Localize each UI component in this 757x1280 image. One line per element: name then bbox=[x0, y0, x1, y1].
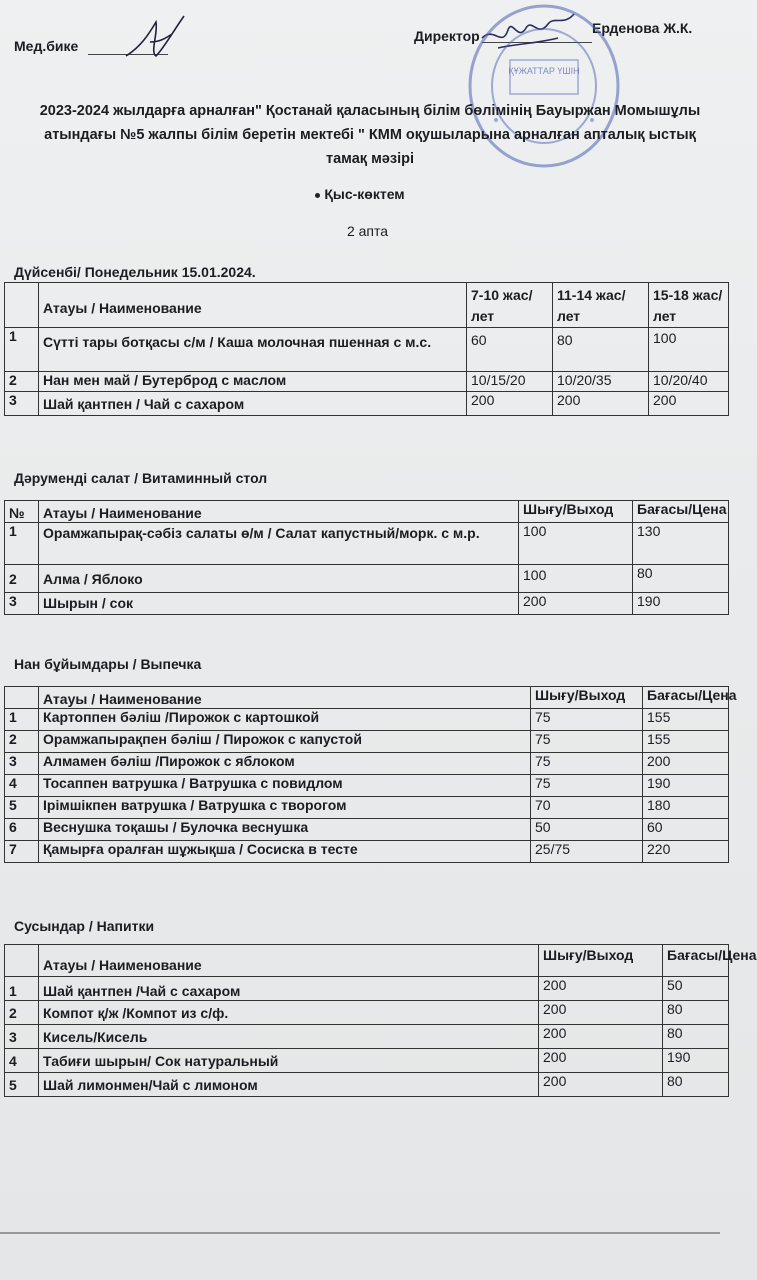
table-row: 3 Кисель/Кисель 200 80 bbox=[5, 1025, 729, 1049]
stamp-text: ҚҰЖАТТАР ҮШІН bbox=[508, 66, 580, 76]
title-line-3: тамақ мәзірі bbox=[326, 151, 414, 167]
table-header-row: Атауы / Наименование Шығу/Выход Бағасы/Цена bbox=[5, 687, 729, 709]
table-row: 1 Сүтті тары ботқасы с/м / Каша молочная пшенная с м.с. 60 80 100 bbox=[5, 328, 729, 372]
table-header-row: Атауы / Наименование Шығу/Выход Бағасы/Цена bbox=[5, 945, 729, 977]
table-row: 1 Шай қантпен /Чай с сахаром 200 50 bbox=[5, 977, 729, 1001]
bullet-icon bbox=[315, 193, 320, 198]
drinks-table bbox=[4, 944, 757, 1097]
table-row: 2 Компот қ/ж /Компот из с/ф. 200 80 bbox=[5, 1001, 729, 1025]
table-row: 4 Тосаппен ватрушка / Ватрушка с повидлом 75 190 bbox=[5, 775, 729, 797]
title-line-1: 2023-2024 жылдарға арналған" Қостанай қаласының білім бөлімінің Бауыржан Момышұлы bbox=[39, 103, 701, 119]
season-label: Қыс-көктем bbox=[0, 186, 720, 202]
table-header-row: Атауы / Наименование 7-10 жас/ лет 11-14 жас/ лет 15-18 жас/ лет bbox=[5, 283, 729, 328]
table-row: 2 Орамжапырақпен бәліш / Пирожок с капустой 75 155 bbox=[5, 731, 729, 753]
table-row: 5 Ірімшікпен ватрушка / Ватрушка с творогом 70 180 bbox=[5, 797, 729, 819]
table-row: 1 Орамжапырақ-сәбіз салаты ө/м / Салат капустный/морк. с м.р. 100 130 bbox=[5, 523, 729, 565]
table-header-row: № Атауы / Наименование Шығу/Выход Бағасы/Цена bbox=[5, 501, 729, 523]
day-heading: Дүйсенбі/ Понедельник 15.01.2024. bbox=[14, 264, 256, 280]
table-row: 7 Қамырға оралған шұжықша / Сосиска в тесте 25/75 220 bbox=[5, 841, 729, 863]
director-name: Ерденова Ж.К. bbox=[592, 20, 693, 36]
page-bottom-line bbox=[0, 1232, 720, 1234]
table-row: 3 Шырын / сок 200 190 bbox=[5, 593, 729, 615]
week-label: 2 апта bbox=[346, 223, 389, 239]
table-row: 4 Табиғи шырын/ Сок натуральный 200 190 bbox=[5, 1049, 729, 1073]
bakery-table bbox=[4, 686, 737, 863]
director-label: Директор bbox=[414, 28, 480, 44]
vitamin-heading: Дәруменді салат / Витаминный стол bbox=[14, 470, 268, 486]
table-row: 5 Шай лимонмен/Чай с лимоном 200 80 bbox=[5, 1073, 729, 1097]
bakery-heading: Нан бұйымдары / Выпечка bbox=[14, 656, 202, 672]
table-row: 3 Шай қантпен / Чай с сахаром 200 200 200 bbox=[5, 392, 729, 416]
nurse-signature bbox=[120, 12, 190, 64]
drinks-heading: Сусындар / Напитки bbox=[14, 918, 155, 934]
title-line-2: атындағы №5 жалпы білім беретін мектебі " КММ оқушыларына арналған апталық ыстық bbox=[44, 127, 696, 143]
table-row: 1 Картоппен бәліш /Пирожок с картошкой 75 155 bbox=[5, 709, 729, 731]
table-row: 6 Веснушка тоқашы / Булочка веснушка 50 60 bbox=[5, 819, 729, 841]
table-row: 2 Алма / Яблоко 100 80 bbox=[5, 565, 729, 593]
day-menu-table bbox=[4, 282, 729, 416]
nurse-label: Мед.бике bbox=[14, 38, 79, 54]
table-row: 3 Алмамен бәліш /Пирожок с яблоком 75 200 bbox=[5, 753, 729, 775]
vitamin-table bbox=[4, 500, 729, 615]
table-row: 2 Нан мен май / Бутерброд с маслом 10/15/20 10/20/35 10/20/40 bbox=[5, 372, 729, 392]
